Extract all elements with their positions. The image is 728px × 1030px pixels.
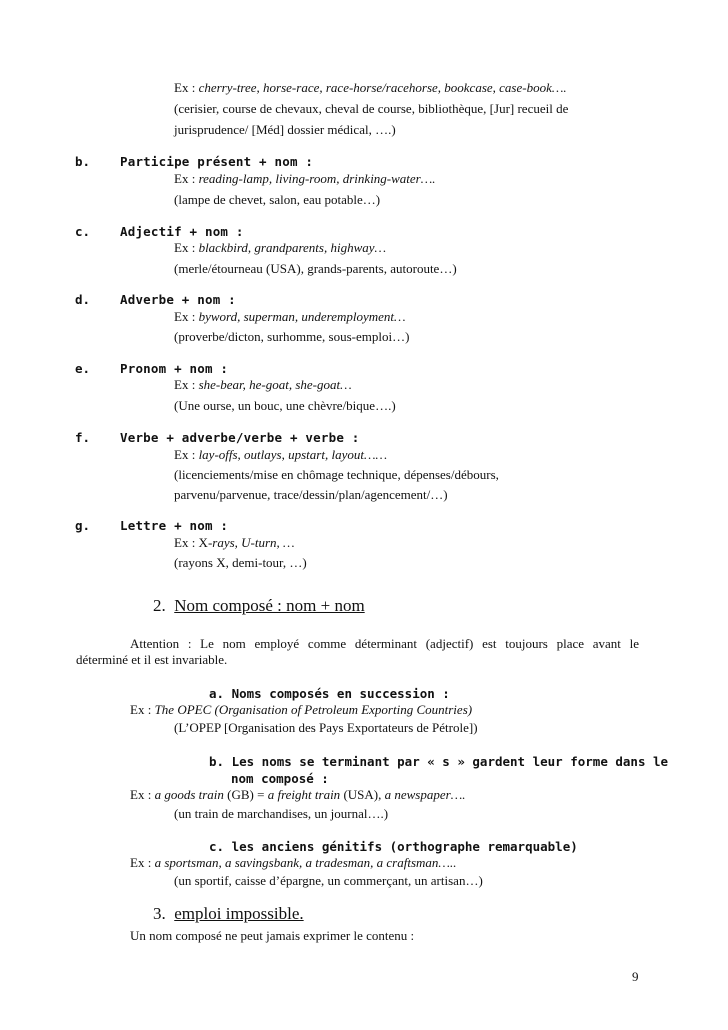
example-line: Ex : a sportsman, a savingsbank, a tradesman, a craftsman….. xyxy=(130,855,457,870)
section-heading: 2. Nom composé : nom + nom xyxy=(153,596,365,615)
subsection-heading: b. Les noms se terminant par « s » gardent leur forme dans le xyxy=(209,754,669,769)
translation-line: (L’OPEP [Organisation des Pays Exportateurs de Pétrole]) xyxy=(174,720,478,735)
example-line: Ex : reading-lamp, living-room, drinking-water…. xyxy=(174,171,436,186)
translation-line: (merle/étourneau (USA), grands-parents, autoroute…) xyxy=(174,261,457,276)
example-line: Ex : byword, superman, underemployment… xyxy=(174,309,406,324)
example-line: Ex : The OPEC (Organisation of Petroleum Exporting Countries) xyxy=(130,702,473,717)
item-heading: Pronom + nom : xyxy=(120,361,229,376)
item-heading: Adverbe + nom : xyxy=(120,292,236,307)
attention-line: déterminé et il est invariable. xyxy=(76,652,228,667)
item-letter: b. xyxy=(75,154,91,169)
translation-line: (cerisier, course de chevaux, cheval de course, bibliothèque, [Jur] recueil de xyxy=(174,101,569,116)
translation-line: (licenciements/mise en chômage technique, dépenses/débours, xyxy=(174,467,499,482)
item-letter: d. xyxy=(75,292,91,307)
translation-line: parvenu/parvenue, trace/dessin/plan/agencement/…) xyxy=(174,487,448,502)
example-line: Ex : a goods train (GB) = a freight train (USA), a newspaper…. xyxy=(130,787,466,802)
item-letter: c. xyxy=(75,224,91,239)
item-letter: f. xyxy=(75,430,91,445)
page-number: 9 xyxy=(632,969,639,984)
subsection-heading: nom composé : xyxy=(231,771,329,786)
example-line: Ex : lay-offs, outlays, upstart, layout…… xyxy=(174,447,388,462)
item-letter: e. xyxy=(75,361,91,376)
translation-line: (un train de marchandises, un journal….) xyxy=(174,806,389,821)
example-line: Ex : cherry-tree, horse-race, race-horse/racehorse, bookcase, case-book…. xyxy=(174,80,567,95)
translation-line: jurisprudence/ [Méd] dossier médical, ….) xyxy=(174,122,396,137)
attention-line: Attention : Le nom employé comme déterminant (adjectif) est toujours place avant le xyxy=(130,636,639,651)
item-heading: Participe présent + nom : xyxy=(120,154,314,169)
subsection-heading: a. Noms composés en succession : xyxy=(209,686,450,701)
body-line: Un nom composé ne peut jamais exprimer le contenu : xyxy=(130,928,415,943)
translation-line: (rayons X, demi-tour, …) xyxy=(174,555,307,570)
translation-line: (proverbe/dicton, surhomme, sous-emploi…) xyxy=(174,329,410,344)
example-line: Ex : she-bear, he-goat, she-goat… xyxy=(174,377,352,392)
example-line: Ex : blackbird, grandparents, highway… xyxy=(174,240,387,255)
translation-line: (Une ourse, un bouc, une chèvre/bique….) xyxy=(174,398,396,413)
item-heading: Lettre + nom : xyxy=(120,518,229,533)
item-heading: Adjectif + nom : xyxy=(120,224,244,239)
item-heading: Verbe + adverbe/verbe + verbe : xyxy=(120,430,360,445)
subsection-heading: c. les anciens génitifs (orthographe remarquable) xyxy=(209,839,578,854)
section-heading: 3. emploi impossible. xyxy=(153,904,304,923)
example-line: Ex : X-rays, U-turn, … xyxy=(174,535,295,550)
item-letter: g. xyxy=(75,518,91,533)
translation-line: (un sportif, caisse d’épargne, un commerçant, un artisan…) xyxy=(174,873,483,888)
translation-line: (lampe de chevet, salon, eau potable…) xyxy=(174,192,381,207)
